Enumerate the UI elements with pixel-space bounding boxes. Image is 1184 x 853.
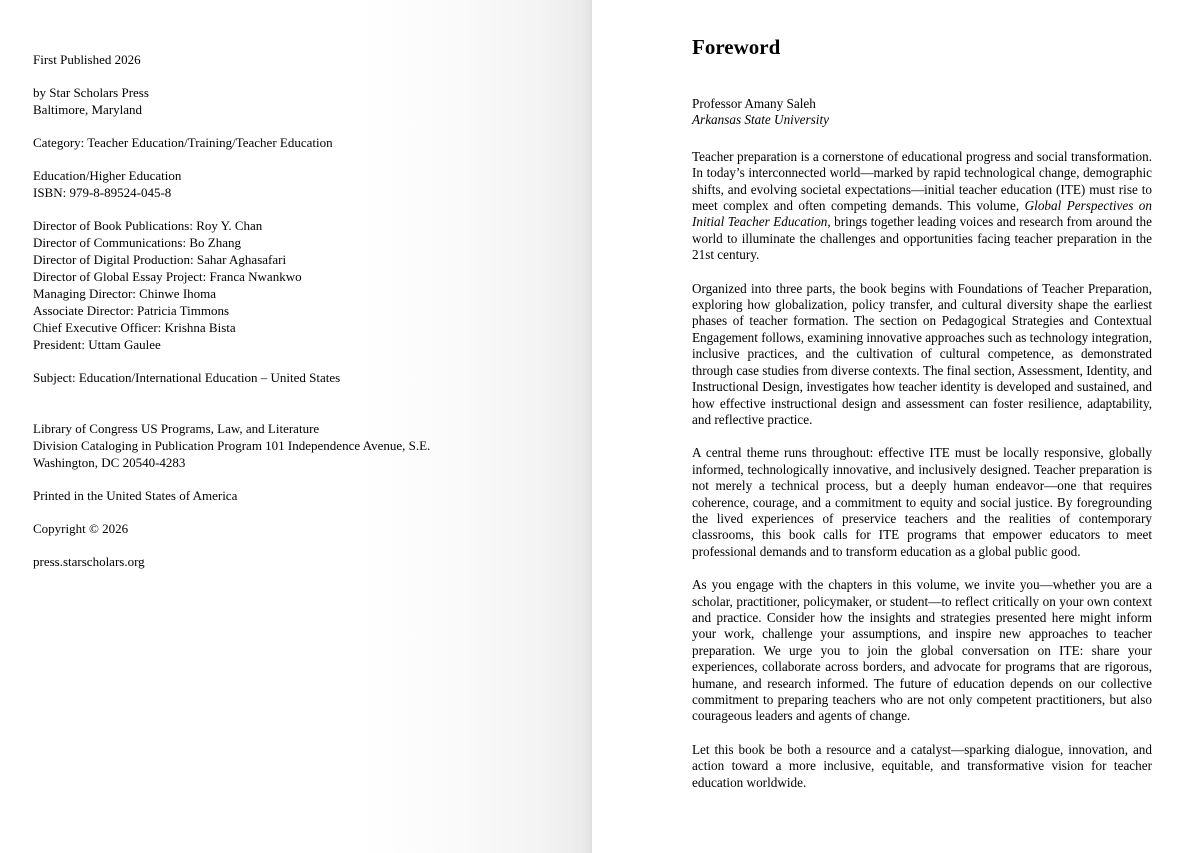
foreword-paragraph-3: A central theme runs throughout: effective ITE must be locally responsive, globally informed, technologically innovative, and inclusively designed. Teacher preparation is not merely a technical process, but a deeply human endeavor—one that requires coherence, courage, and a commitment to equity and social justice. By foregrounding the lived experiences of preservice teachers and the realities of contemporary classrooms, this book calls for ITE programs that empower educators to meet professional demands and to transform education as a global public good.: [692, 445, 1152, 559]
foreword-content: [692, 36, 1152, 791]
printed-in-block: [33, 487, 552, 504]
subject-block: [33, 369, 552, 386]
publisher-website: press.starscholars.org: [33, 554, 145, 569]
publication-date: First Published 2026: [33, 52, 141, 67]
foreword-page: [592, 0, 1184, 853]
staff-line-ceo: Chief Executive Officer: Krishna Bista: [33, 320, 236, 335]
edu-category-line: Education/Higher Education: [33, 168, 182, 183]
printed-in-line: Printed in the United States of America: [33, 488, 238, 503]
foreword-paragraph-5: Let this book be both a resource and a catalyst—sparking dialogue, innovation, and action toward a more inclusive, equitable, and transformative vision for teacher education worldwide.: [692, 741, 1152, 790]
foreword-body: [692, 149, 1152, 791]
author-affiliation: Arkansas State University: [692, 112, 829, 128]
staff-line-president: President: Uttam Gaulee: [33, 337, 161, 352]
author-name: Professor Amany Saleh: [692, 96, 816, 111]
author-block: [692, 96, 1152, 129]
publisher-name: by Star Scholars Press: [33, 85, 149, 100]
page-title: Foreword: [692, 35, 781, 59]
isbn-line: ISBN: 979-8-89524-045-8: [33, 185, 172, 200]
category-block: [33, 134, 552, 151]
foreword-paragraph-4: As you engage with the chapters in this volume, we invite you—whether you are a scholar, practitioner, policymaker, or student—to reflect critically on your own context and practice. Consider how the insights and strategies presented here might inform your work, challenge your assumptions, and inspire new approaches to teacher preparation. We urge you to join the global conversation on ITE: share your experiences, collaborate across borders, and advocate for programs that are rigorous, humane, and research informed. The future of education depends on our collective commitment to preparing teachers who are not only competent practitioners, but also courageous leaders and agents of change.: [692, 577, 1152, 724]
isbn-block: [33, 167, 552, 201]
category-line: Category: Teacher Education/Training/Teacher Education: [33, 135, 333, 150]
publisher-block: [33, 84, 552, 118]
website-block: [33, 553, 552, 570]
book-title-italic: Global Perspectives on Initial Teacher Education: [692, 198, 1152, 230]
loc-line-2: Division Cataloging in Publication Program 101 Independence Avenue, S.E.: [33, 438, 431, 453]
staff-block: [33, 217, 552, 353]
publisher-location: Baltimore, Maryland: [33, 102, 143, 117]
paragraph-1-text-before: Teacher preparation is a cornerstone of educational progress and social transformation. In today’s interconnected world—marked by rapid technological change, demographic shifts, and evolving societal expectations—initial teacher education (ITE) must rise to meet complex and often competing demands. This volume,: [692, 148, 1152, 214]
publication-date-block: [33, 51, 552, 68]
copyright-block: [33, 520, 552, 537]
staff-line-book-publications: Director of Book Publications: Roy Y. Chan: [33, 218, 263, 233]
copyright-line: Copyright © 2026: [33, 521, 129, 536]
loc-line-1: Library of Congress US Programs, Law, and Literature: [33, 421, 320, 436]
foreword-paragraph-2: Organized into three parts, the book begins with Foundations of Teacher Preparation, exploring how globalization, policy transfer, and cultural diversity shape the earliest phases of teacher formation. The section on Pedagogical Strategies and Contextual Engagement follows, examining innovative approaches such as technology integration, inclusive practices, and the cultivation of cultural competence, as demonstrated through case studies from diverse contexts. The final section, Assessment, Identity, and Instructional Design, investigates how teacher identity is developed and sustained, and how effective instructional design and assessment can foster resilience, adaptability, and reflective practice.: [692, 280, 1152, 427]
staff-line-global-essay-project: Director of Global Essay Project: Franca Nwankwo: [33, 269, 302, 284]
subject-line: Subject: Education/International Education – United States: [33, 370, 341, 385]
staff-line-communications: Director of Communications: Bo Zhang: [33, 235, 241, 250]
paragraph-1-text-after: , brings together leading voices and research from around the world to illuminate the challenges and opportunities facing teacher preparation in the 21st century.: [692, 214, 1152, 263]
library-of-congress-block: [33, 420, 552, 471]
staff-line-digital-production: Director of Digital Production: Sahar Aghasafari: [33, 252, 287, 267]
foreword-paragraph-1: [692, 149, 1152, 264]
staff-line-associate-director: Associate Director: Patricia Timmons: [33, 303, 230, 318]
loc-line-3: Washington, DC 20540-4283: [33, 455, 186, 470]
staff-line-managing-director: Managing Director: Chinwe Ihoma: [33, 286, 217, 301]
